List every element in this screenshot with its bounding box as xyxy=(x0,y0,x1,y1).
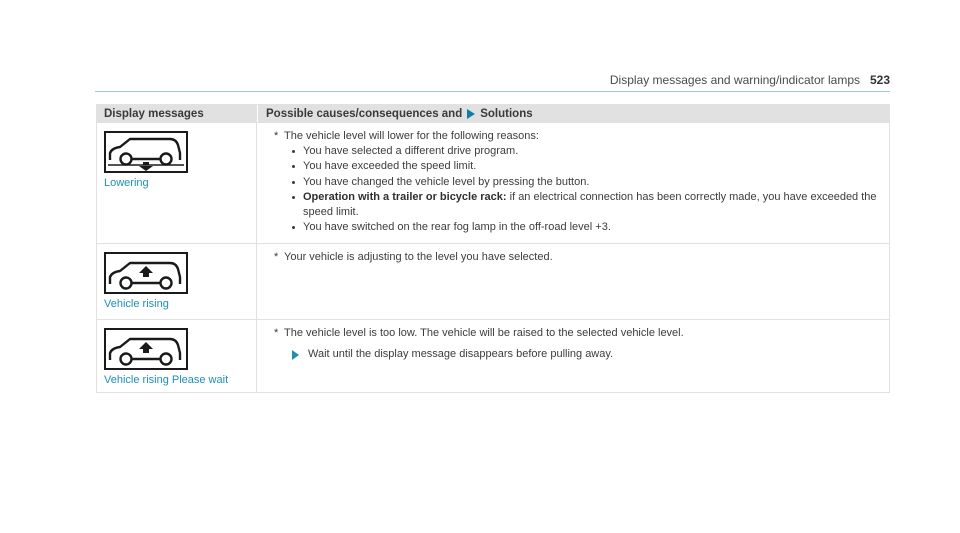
column-header-causes-text: Possible causes/consequences and xyxy=(266,107,463,120)
cause-line xyxy=(274,129,879,144)
causes-cell xyxy=(257,320,889,392)
message-cell xyxy=(97,244,257,319)
list-item: You have exceeded the speed limit. xyxy=(292,159,879,174)
vehicle-rising-icon xyxy=(104,328,188,370)
table-row xyxy=(97,319,889,392)
list-item: You have selected a different drive program. xyxy=(292,144,879,159)
cause-line xyxy=(274,326,879,341)
table-row xyxy=(97,122,889,243)
asterisk-marker: * xyxy=(274,251,279,263)
table-row xyxy=(97,243,889,319)
message-label: Vehicle rising xyxy=(104,298,169,310)
asterisk-marker: * xyxy=(274,130,279,142)
cause-text: The vehicle level will lower for the following reasons: xyxy=(284,130,539,142)
trailer-text: if an electrical connection has been correctly made, you have exceeded the speed limit. xyxy=(303,190,877,219)
cause-line xyxy=(274,250,879,265)
causes-cell xyxy=(257,123,889,243)
list-item: You have changed the vehicle level by pressing the button. xyxy=(292,175,879,190)
page-number: 523 xyxy=(869,73,890,87)
display-messages-table xyxy=(96,104,890,393)
column-header-causes xyxy=(257,105,889,122)
running-header-title: Display messages and warning/indicator lamps xyxy=(609,73,860,87)
column-header-messages: Display messages xyxy=(104,107,204,120)
cause-text: Your vehicle is adjusting to the level you have selected. xyxy=(284,251,553,263)
page-header xyxy=(0,0,960,100)
solution-step xyxy=(274,347,879,362)
play-arrow-icon xyxy=(467,109,475,119)
message-label: Lowering xyxy=(104,177,149,189)
trailer-heading: Operation with a trailer or bicycle rack: xyxy=(303,190,507,203)
asterisk-marker: * xyxy=(274,327,279,339)
play-arrow-icon xyxy=(292,350,299,360)
header-rule xyxy=(95,91,890,92)
message-label: Vehicle rising Please wait xyxy=(104,374,229,386)
solution-text: Wait until the display message disappears before pulling away. xyxy=(308,348,614,361)
message-cell xyxy=(97,123,257,243)
causes-cell xyxy=(257,244,889,319)
vehicle-lowering-icon xyxy=(104,131,188,173)
vehicle-rising-icon xyxy=(104,252,188,294)
message-cell xyxy=(97,320,257,392)
cause-bullet-list xyxy=(274,144,879,235)
cause-text: The vehicle level is too low. The vehicle will be raised to the selected vehicle level. xyxy=(284,327,684,339)
table-header xyxy=(97,105,889,122)
list-item xyxy=(292,190,879,220)
column-header-solutions-text: Solutions xyxy=(480,107,533,120)
list-item: You have switched on the rear fog lamp in the off-road level +3. xyxy=(292,220,879,235)
